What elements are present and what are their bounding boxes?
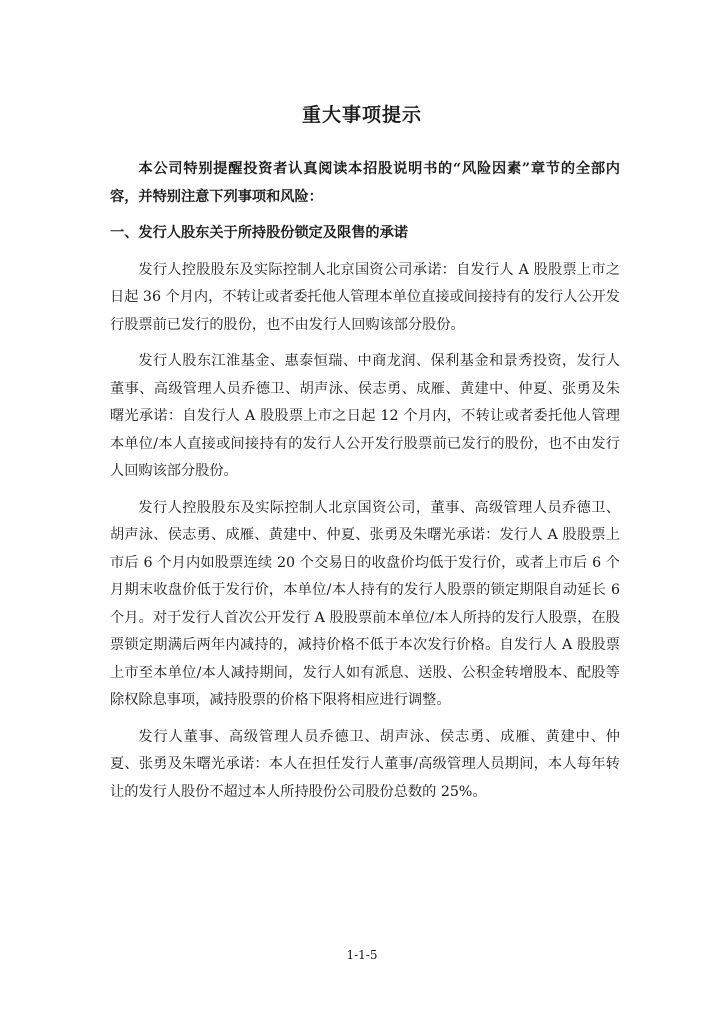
paragraph-3: 发行人控股股东及实际控制人北京国资公司，董事、高级管理人员乔德卫、胡声泳、侯志勇、成雁、黄建中、仲夏、张勇及朱曙光承诺：发行人 A 股股票上市后 6 个月内如股票连续 20 个交易日的收盘价均低于发行价，或者上市后 6 个月期末收盘价低于发行价，本单位/本人持有的发行人股票的锁定期限自动延长 6 个月。对于发行人首次公开发行 A 股股票前本单位/本人所持的发行人股票，在股票锁定期满后两年内减持的，减持价格不低于本次发行价格。自发行人 A 股股票上市至本单位/本人减持期间，发行人如有派息、送股、公积金转增股本、配股等除权除息事项，减持股票的价格下限将相应进行调整。 — [110, 499, 620, 708]
page-title: 重大事项提示 — [301, 104, 422, 126]
intro-paragraph: 本公司特别提醒投资者认真阅读本招股说明书的“风险因素”章节的全部内容，并特别注意下列事项和风险： — [110, 161, 620, 205]
page-number: 1-1-5 — [346, 948, 378, 962]
section-heading: 一、发行人股东关于所持股份锁定及限售的承诺 — [110, 225, 408, 241]
paragraph-4: 发行人董事、高级管理人员乔德卫、胡声泳、侯志勇、成雁、黄建中、仲夏、张勇及朱曙光承诺：本人在担任发行人董事/高级管理人员期间，本人每年转让的发行人股份不超过本人所持股份公司股份总数的 25%。 — [110, 728, 620, 800]
paragraph-2: 发行人股东江淮基金、惠泰恒瑞、中商龙润、保利基金和景秀投资，发行人董事、高级管理人员乔德卫、胡声泳、侯志勇、成雁、黄建中、仲夏、张勇及朱曙光承诺：自发行人 A 股股票上市之日起 12 个月内，不转让或者委托他人管理本单位/本人直接或间接持有的发行人公开发行股票前已发行的股份，也不由发行人回购该部分股份。 — [110, 353, 620, 479]
document-body — [110, 156, 620, 815]
paragraph-1: 发行人控股股东及实际控制人北京国资公司承诺：自发行人 A 股股票上市之日起 36 个月内，不转让或者委托他人管理本单位直接或间接持有的发行人公开发行股票前已发行的股份，也不由发行人回购该部分股份。 — [110, 261, 620, 333]
